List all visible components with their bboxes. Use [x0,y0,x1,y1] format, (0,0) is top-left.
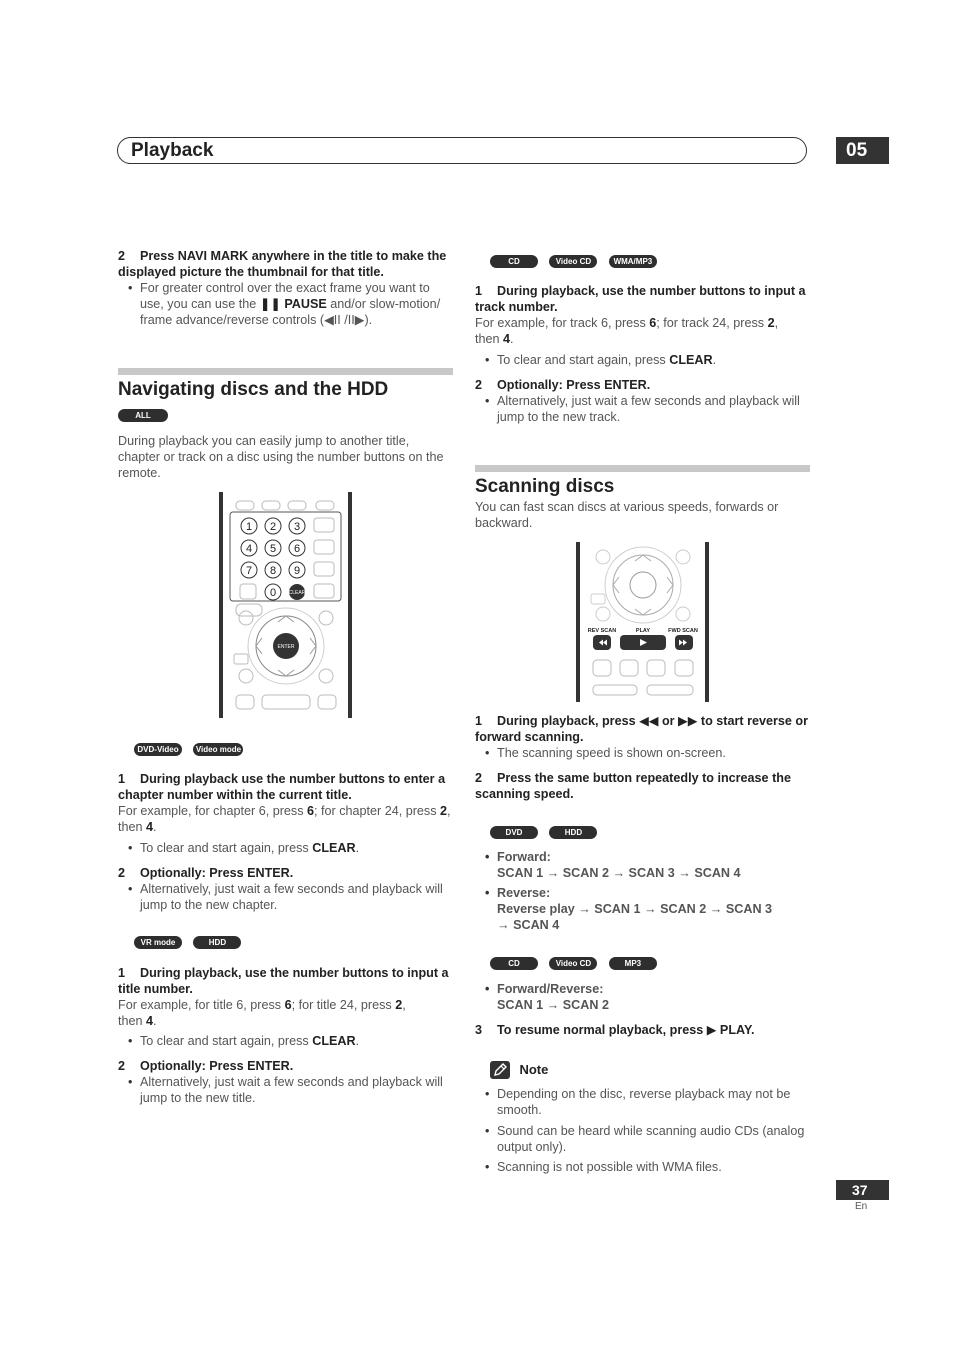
step-chapter-number: 1 During playback use the number buttons to enter a chapter number within the current title. [118,772,446,802]
badge-hdd: HDD [193,936,241,949]
badge-dvd-video: DVD-Video [134,743,182,756]
bullet-wait-title: • Alternatively, just wait a few seconds and playback will jump to the new title. [118,1074,453,1106]
note-item: • Sound can be heard while scanning audio CDs (analog output only). [475,1123,810,1155]
note-title: Note [519,1062,549,1077]
key-0: 0 [269,587,277,599]
step-press-enter-title: 2 Optionally: Press ENTER. [118,1059,294,1073]
fwd-scan-label: FWD SCAN [668,628,698,634]
badge-row-all [118,409,175,423]
remote-number-pad-illustration [218,492,354,720]
enter-key: ENTER [277,644,295,650]
badge-row-cd [490,255,664,269]
cd-scan-block [475,981,810,1038]
key-7: 7 [245,565,253,577]
badge-row-vr-mode [134,936,248,950]
title-example: For example, for title 6, press 6; for title 24, press 2, then 4. [118,998,406,1028]
page-language: En [855,1201,868,1212]
key-clear: CLEAR [288,590,306,596]
step-track-number: 1 During playback, use the number buttons to input a track number. [475,284,806,314]
forward-reverse-sequence: • Forward/Reverse: SCAN 1 → SCAN 2 [475,981,810,1013]
badge-row-dvd-video [134,743,250,757]
badge-mp3: MP3 [609,957,657,970]
page-title: Playback [131,140,214,161]
bullet-clear-track: • To clear and start again, press CLEAR. [475,352,810,368]
step-press-enter-chapter: 2 Optionally: Press ENTER. [118,866,294,880]
section-title-scanning: Scanning discs [475,476,615,497]
key-8: 8 [269,565,277,577]
badge-video-mode: Video mode [193,743,243,756]
reverse-sequence: • Reverse: Reverse play → SCAN 1 → SCAN 2 → SCAN 3 → SCAN 4 [475,885,810,933]
section-title-navigating: Navigating discs and the HDD [118,379,389,400]
note-item: • Scanning is not possible with WMA files. [475,1159,810,1175]
play-label: PLAY [635,628,651,634]
rev-scan-label: REV SCAN [587,628,617,634]
bullet-clear-chapter: • To clear and start again, press CLEAR. [118,840,453,856]
step-increase-speed: 2 Press the same button repeatedly to increase the scanning speed. [475,771,791,801]
badge-all: ALL [118,409,168,422]
bullet-clear-title: • To clear and start again, press CLEAR. [118,1033,453,1049]
bullet-scan-speed: • The scanning speed is shown on-screen. [475,745,810,761]
key-3: 3 [293,521,301,533]
key-2: 2 [269,521,277,533]
nav-intro: During playback you can easily jump to another title, chapter or track on a disc using the number buttons on the remote. [118,434,444,480]
key-1: 1 [245,521,253,533]
header-bar [117,137,807,164]
note-item: • Depending on the disc, reverse playback may not be smooth. [475,1086,810,1118]
scan-sequence-block [475,849,810,933]
left-top-block [118,248,453,328]
track-block [475,283,810,425]
step-resume-play: 3 To resume normal playback, press ▶ PLAY. [475,1023,755,1037]
bullet-frame-control: • For greater control over the exact frame you want to use, you can use the ❚❚ PAUSE and/or slow-motion/ frame advance/reverse controls (◀II /II▶). [118,280,453,328]
note-header [490,1060,548,1080]
chapter-example: For example, for chapter 6, press 6; for chapter 24, press 2, then 4. [118,804,451,834]
chapter-block [118,771,453,913]
step-start-scan: 1 During playback, press ◀◀ or ▶▶ to start reverse or forward scanning. [475,714,809,744]
badge-wma-mp3: WMA/MP3 [609,255,657,268]
badge-row-dvd [490,826,604,840]
scan-steps-block [475,713,810,802]
chapter-number: 05 [836,137,889,164]
key-4: 4 [245,543,253,555]
track-example: For example, for track 6, press 6; for track 24, press 2, then 4. [475,316,779,346]
badge-hdd-scan: HDD [549,826,597,839]
section-rule-scan [475,465,810,472]
scan-intro: You can fast scan discs at various speeds, forwards or backward. [475,500,779,530]
bullet-wait-chapter: • Alternatively, just wait a few seconds and playback will jump to the new chapter. [118,881,453,913]
badge-dvd: DVD [490,826,538,839]
step-press-enter-track: 2 Optionally: Press ENTER. [475,378,651,392]
bullet-wait-track: • Alternatively, just wait a few seconds and playback will jump to the new track. [475,393,810,425]
badge-cd-2: CD [490,957,538,970]
badge-vr-mode: VR mode [134,936,182,949]
page-number: 37 [836,1180,889,1200]
key-9: 9 [293,565,301,577]
step-title-number: 1 During playback, use the number buttons to input a title number. [118,966,449,996]
badge-row-cd-mp3 [490,957,664,971]
badge-cd: CD [490,255,538,268]
title-block [118,965,453,1106]
step-navi-mark: 2 Press NAVI MARK anywhere in the title to make the displayed picture the thumbnail for that title. [118,249,447,279]
key-5: 5 [269,543,277,555]
badge-video-cd: Video CD [549,255,597,268]
forward-sequence: • Forward: SCAN 1 → SCAN 2 → SCAN 3 → SCAN 4 [475,849,810,881]
key-6: 6 [293,543,301,555]
badge-video-cd-2: Video CD [549,957,597,970]
notes-list [475,1086,810,1175]
remote-scan-illustration [575,542,711,704]
pencil-icon [490,1061,510,1079]
section-rule-nav [118,368,453,375]
